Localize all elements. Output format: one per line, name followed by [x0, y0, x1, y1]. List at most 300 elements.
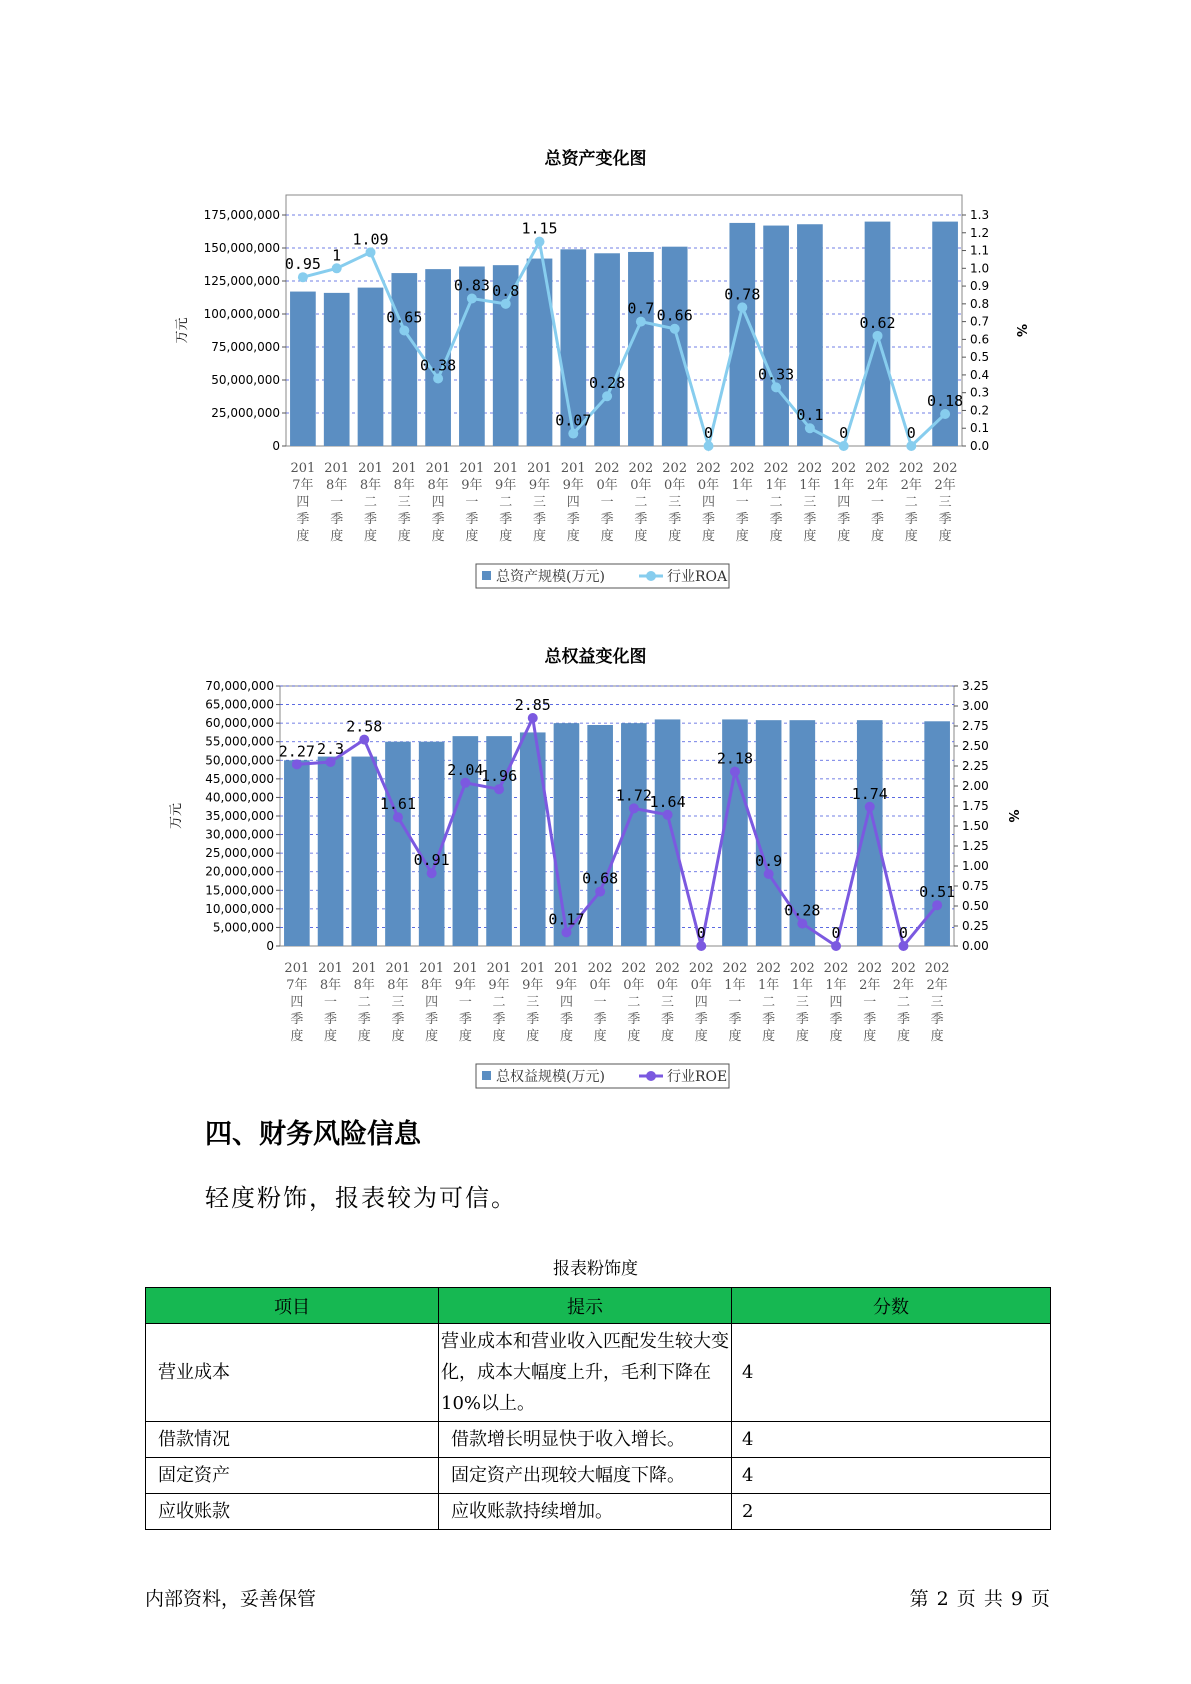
x-tick-label: 度	[870, 529, 885, 544]
x-tick-label: 度	[904, 529, 918, 544]
x-tick-label: 度	[863, 1029, 877, 1044]
line-point	[670, 324, 680, 334]
x-tick-label: 9年	[555, 978, 578, 993]
y-axis-label: 万元	[169, 802, 184, 830]
bar	[756, 720, 782, 946]
table-caption: 报表粉饰度	[553, 1259, 638, 1279]
x-tick-label: 季	[829, 1012, 843, 1027]
x-tick-label: 8年	[326, 478, 348, 493]
x-tick-label: 度	[837, 529, 851, 544]
y-tick-label: 75,000,000	[211, 340, 280, 354]
x-tick-label: 一	[870, 495, 885, 510]
x-tick-label: 季	[357, 1012, 371, 1027]
y2-tick-label: 1.25	[962, 839, 989, 853]
line-point	[501, 299, 511, 309]
x-tick-label: 0年	[656, 978, 679, 993]
line-point	[906, 441, 916, 451]
y-tick-label: 40,000,000	[205, 790, 274, 805]
table-row	[146, 1422, 1051, 1458]
x-tick-label: 季	[566, 512, 580, 527]
x-tick-label: 202	[924, 961, 950, 976]
y2-tick-label: 0.9	[970, 279, 990, 294]
line-point	[704, 441, 714, 451]
y2-tick-label: 0.8	[970, 296, 990, 311]
x-tick-label: 2年	[926, 978, 948, 993]
y2-tick-label: 0.7	[970, 314, 990, 329]
line-point	[771, 382, 781, 392]
x-tick-label: 8年	[353, 978, 375, 993]
x-tick-label: 2年	[892, 978, 915, 993]
x-tick-label: 202	[729, 461, 755, 476]
x-tick-label: 季	[728, 1012, 742, 1027]
line-point	[737, 302, 747, 312]
x-tick-label: 1年	[724, 978, 746, 993]
x-tick-label: 季	[324, 1012, 338, 1027]
x-tick-label: 季	[431, 512, 445, 527]
line-point	[663, 810, 673, 820]
x-tick-label: 三	[391, 995, 405, 1010]
table-row	[146, 1324, 1051, 1422]
y-tick-label: 50,000,000	[211, 373, 280, 387]
legend-line-marker	[646, 571, 656, 581]
table-header-row	[146, 1288, 1051, 1324]
x-tick-label: 三	[668, 495, 682, 510]
line-point	[366, 247, 376, 257]
data-label: 2.58	[346, 717, 383, 736]
data-label: 0	[839, 424, 849, 442]
bar	[385, 742, 411, 946]
y2-tick-label: 0.50	[962, 899, 989, 913]
row-hint: 固定资产出现较大幅度下降。	[439, 1458, 732, 1494]
line-point	[873, 331, 883, 341]
x-tick-label: 8年	[387, 978, 409, 993]
x-tick-label: 度	[458, 1029, 472, 1044]
x-tick-label: 202	[831, 461, 857, 476]
x-tick-label: 8年	[421, 978, 443, 993]
line-point	[636, 317, 646, 327]
row-score: 4	[732, 1422, 1051, 1458]
y2-tick-label: 1.75	[962, 799, 989, 813]
data-label: 0	[906, 424, 916, 442]
y-tick-label: 50,000,000	[205, 753, 274, 768]
x-tick-label: 度	[829, 1029, 843, 1044]
line-point	[460, 778, 470, 788]
line-point	[839, 441, 849, 451]
data-label: 0.83	[453, 276, 490, 295]
y2-tick-label: 0.00	[962, 939, 989, 953]
y2-tick-label: 2.00	[962, 779, 989, 793]
x-tick-label: 三	[795, 995, 809, 1010]
x-tick-label: 201	[459, 461, 485, 476]
data-label: 0.65	[386, 308, 423, 327]
x-tick-label: 三	[526, 995, 540, 1010]
x-tick-label: 四	[425, 995, 439, 1010]
y2-tick-label: 2.25	[962, 759, 989, 773]
x-tick-label: 7年	[286, 978, 308, 993]
x-tick-label: 2年	[859, 978, 881, 993]
x-tick-label: 一	[330, 495, 344, 510]
data-label: 0.33	[758, 365, 795, 384]
x-tick-label: 季	[701, 512, 716, 527]
line-point	[805, 423, 815, 433]
data-label: 1.61	[379, 795, 417, 814]
y-tick-label: 65,000,000	[205, 697, 274, 712]
x-tick-label: 9年	[461, 478, 483, 493]
data-label: 0.91	[413, 851, 450, 870]
data-label: 1	[332, 246, 342, 265]
risk-table	[145, 1287, 1051, 1530]
x-tick-label: 8年	[393, 478, 415, 493]
x-tick-label: 四	[701, 495, 716, 510]
x-tick-label: 201	[324, 461, 350, 476]
x-tick-label: 四	[694, 995, 708, 1010]
x-tick-label: 季	[492, 1012, 506, 1027]
x-tick-label: 度	[593, 1029, 607, 1044]
x-tick-label: 9年	[488, 978, 510, 993]
x-tick-label: 度	[627, 1029, 641, 1044]
x-tick-label: 度	[526, 1029, 540, 1044]
x-tick-label: 9年	[454, 978, 476, 993]
x-tick-label: 二	[904, 495, 918, 510]
total-assets-chart	[0, 150, 1191, 610]
x-tick-label: 度	[762, 1029, 776, 1044]
y2-tick-label: 0.2	[970, 403, 990, 418]
y-tick-label: 125,000,000	[203, 274, 280, 288]
x-tick-label: 202	[932, 461, 958, 476]
x-tick-label: 度	[701, 529, 716, 544]
x-tick-label: 1年	[799, 478, 821, 493]
x-tick-label: 度	[425, 1029, 439, 1044]
x-tick-label: 1年	[731, 478, 753, 493]
line-point	[292, 759, 302, 769]
bar	[290, 292, 316, 446]
line-point	[831, 941, 841, 951]
x-tick-label: 度	[499, 529, 513, 544]
y2-tick-label: 1.0	[970, 261, 990, 276]
x-tick-label: 201	[419, 961, 445, 976]
x-tick-label: 度	[492, 1029, 506, 1044]
x-tick-label: 季	[593, 1012, 607, 1027]
line-point	[595, 887, 605, 897]
section-heading: 四、财务风险信息	[205, 1119, 421, 1150]
x-tick-label: 季	[296, 512, 310, 527]
y-tick-label: 150,000,000	[203, 241, 280, 255]
x-tick-label: 202	[797, 461, 823, 476]
x-tick-label: 1年	[758, 978, 780, 993]
x-tick-label: 季	[600, 512, 614, 527]
x-tick-label: 季	[863, 1012, 877, 1027]
x-tick-label: 202	[696, 461, 721, 476]
x-tick-label: 201	[358, 461, 383, 476]
row-item: 营业成本	[146, 1324, 439, 1422]
y2-tick-label: 0.1	[970, 421, 990, 436]
x-tick-label: 1年	[833, 478, 855, 493]
x-tick-label: 季	[499, 512, 513, 527]
y2-tick-label: 1.1	[970, 243, 990, 258]
line-point	[865, 802, 875, 812]
x-tick-label: 202	[587, 961, 613, 976]
x-tick-label: 0年	[697, 478, 720, 493]
x-tick-label: 202	[823, 961, 849, 976]
bar	[594, 253, 620, 446]
data-label: 0.62	[859, 313, 896, 332]
x-tick-label: 度	[559, 1029, 573, 1044]
x-tick-label: 度	[694, 1029, 708, 1044]
line-point	[898, 941, 908, 951]
y2-tick-label: 2.75	[962, 719, 989, 733]
x-tick-label: 季	[661, 1012, 675, 1027]
legend-line-label: 行业ROA	[667, 569, 728, 585]
x-tick-label: 201	[425, 461, 451, 476]
y-tick-label: 10,000,000	[205, 901, 274, 916]
total-equity-chart	[0, 648, 1191, 1108]
x-tick-label: 8年	[359, 478, 382, 493]
x-tick-label: 0年	[589, 978, 611, 993]
row-item: 固定资产	[146, 1458, 439, 1494]
line-point	[393, 812, 403, 822]
y2-tick-label: 1.3	[970, 208, 990, 222]
x-tick-label: 度	[795, 1029, 809, 1044]
data-label: 2.04	[447, 760, 484, 779]
data-label: 0	[898, 924, 908, 942]
data-label: 0.17	[548, 910, 585, 929]
y-axis-label: 万元	[175, 317, 190, 344]
bar	[419, 742, 445, 946]
y2-tick-label: 0.4	[970, 367, 990, 382]
data-label: 0.07	[555, 411, 592, 430]
x-tick-label: 9年	[528, 478, 551, 493]
x-tick-label: 1年	[825, 978, 847, 993]
y-tick-label: 100,000,000	[203, 307, 280, 321]
x-tick-label: 度	[465, 529, 479, 544]
x-tick-label: 季	[668, 512, 682, 527]
x-tick-label: 7年	[292, 478, 314, 493]
data-label: 0	[831, 924, 841, 942]
data-label: 0.68	[582, 869, 619, 888]
x-tick-label: 季	[930, 1012, 944, 1027]
x-tick-label: 季	[363, 512, 378, 527]
x-tick-label: 度	[532, 529, 547, 544]
x-tick-label: 202	[594, 461, 620, 476]
x-tick-label: 二	[634, 495, 648, 510]
data-label: 2.3	[317, 740, 345, 758]
y2-tick-label: 1.2	[970, 225, 990, 240]
x-tick-label: 度	[431, 529, 445, 544]
y2-axis-label: %	[1005, 809, 1020, 823]
x-tick-label: 0年	[596, 478, 618, 493]
chart2-title: 总权益变化图	[544, 647, 647, 667]
line-point	[494, 784, 504, 794]
data-label: 0.8	[492, 281, 520, 300]
x-tick-label: 一	[863, 995, 877, 1010]
x-tick-label: 1年	[791, 978, 813, 993]
x-tick-label: 二	[896, 995, 910, 1010]
bar	[351, 757, 377, 946]
x-tick-label: 202	[662, 461, 688, 476]
row-score: 4	[732, 1458, 1051, 1494]
data-label: 2.85	[514, 696, 551, 714]
x-tick-label: 202	[628, 461, 654, 476]
x-tick-label: 度	[600, 529, 614, 544]
bar	[655, 719, 681, 946]
x-tick-label: 季	[330, 512, 344, 527]
data-label: 1.15	[521, 219, 558, 238]
x-tick-label: 201	[560, 461, 586, 476]
line-point	[602, 391, 612, 401]
x-tick-label: 三	[397, 495, 411, 510]
x-tick-label: 202	[763, 461, 789, 476]
line-point	[326, 757, 336, 767]
y2-tick-label: 0.6	[970, 332, 990, 347]
x-tick-label: 季	[627, 1012, 641, 1027]
x-tick-label: 一	[593, 995, 607, 1010]
bar	[763, 226, 789, 446]
y-tick-label: 25,000,000	[211, 406, 280, 420]
x-tick-label: 201	[452, 961, 478, 976]
x-tick-label: 一	[728, 995, 742, 1010]
data-label: 1.72	[615, 786, 652, 805]
x-tick-label: 度	[363, 529, 378, 544]
x-tick-label: 四	[296, 495, 310, 510]
bar	[358, 288, 384, 446]
line-point	[561, 927, 571, 937]
x-tick-label: 202	[756, 961, 782, 976]
x-tick-label: 二	[627, 995, 641, 1010]
line-point	[940, 409, 950, 419]
row-hint: 应收账款持续增加。	[439, 1494, 732, 1530]
line-point	[932, 900, 942, 910]
x-tick-label: 一	[324, 995, 338, 1010]
legend-bar-label: 总权益规模(万元)	[496, 1069, 605, 1085]
x-tick-label: 四	[829, 995, 843, 1010]
data-label: 0.28	[784, 901, 821, 920]
y2-tick-label: 0.3	[970, 385, 990, 400]
line-point	[797, 919, 807, 929]
y2-tick-label: 3.25	[962, 679, 989, 693]
x-tick-label: 度	[290, 1029, 304, 1044]
header-item: 项目	[146, 1288, 439, 1324]
x-tick-label: 一	[465, 495, 479, 510]
header-score: 分数	[732, 1288, 1051, 1324]
x-tick-label: 201	[391, 461, 417, 476]
y-tick-label: 20,000,000	[205, 864, 274, 879]
y2-tick-label: 3.00	[962, 699, 989, 713]
row-score: 4	[732, 1324, 1051, 1422]
x-tick-label: 201	[493, 461, 519, 476]
y-tick-label: 45,000,000	[205, 771, 274, 786]
data-label: 0.7	[627, 299, 655, 318]
x-tick-label: 度	[391, 1029, 405, 1044]
x-tick-label: 度	[938, 529, 952, 544]
x-tick-label: 度	[930, 1029, 944, 1044]
footer-confidential: 内部资料，妥善保管	[145, 1588, 317, 1610]
data-label: 0.51	[919, 883, 956, 902]
x-tick-label: 201	[520, 961, 546, 976]
data-label: 0.95	[284, 255, 321, 274]
x-tick-label: 四	[837, 495, 851, 510]
x-tick-label: 季	[559, 1012, 573, 1027]
x-tick-label: 季	[290, 1012, 304, 1027]
x-tick-label: 1年	[765, 478, 787, 493]
data-label: 0.28	[589, 374, 626, 393]
y2-tick-label: 0.5	[970, 350, 990, 365]
y-tick-label: 5,000,000	[212, 920, 274, 935]
x-tick-label: 季	[870, 512, 885, 527]
y-tick-label: 55,000,000	[205, 734, 274, 749]
x-tick-label: 季	[458, 1012, 472, 1027]
x-tick-label: 季	[694, 1012, 708, 1027]
bar	[284, 760, 310, 946]
x-tick-label: 季	[795, 1012, 809, 1027]
x-tick-label: 季	[634, 512, 648, 527]
data-label: 1.64	[649, 792, 686, 811]
x-tick-label: 季	[526, 1012, 540, 1027]
data-label: 0.18	[927, 392, 964, 411]
data-label: 2.18	[716, 749, 754, 768]
x-tick-label: 9年	[522, 978, 544, 993]
x-tick-label: 2年	[866, 478, 889, 493]
y2-tick-label: 0.75	[962, 879, 989, 893]
x-tick-label: 度	[896, 1029, 910, 1044]
x-tick-label: 201	[554, 961, 579, 976]
x-tick-label: 三	[532, 495, 547, 510]
data-label: 0	[696, 924, 706, 942]
data-label: 1.96	[480, 767, 518, 786]
row-score: 2	[732, 1494, 1051, 1530]
line-point	[629, 803, 639, 813]
row-hint: 营业成本和营业收入匹配发生较大变化，成本大幅度上升，毛利下降在10%以上。	[439, 1324, 732, 1422]
line-point	[528, 713, 538, 723]
legend-bar-label: 总资产规模(万元)	[496, 569, 605, 585]
x-tick-label: 度	[357, 1029, 371, 1044]
data-label: 2.27	[278, 742, 315, 761]
x-tick-label: 8年	[319, 978, 342, 993]
bar	[520, 732, 546, 946]
risk-conclusion: 轻度粉饰，报表较为可信。	[205, 1184, 517, 1212]
x-tick-label: 二	[492, 995, 506, 1010]
x-tick-label: 度	[803, 529, 817, 544]
y-tick-label: 15,000,000	[205, 883, 274, 898]
data-label: 0.9	[755, 852, 783, 870]
x-tick-label: 四	[290, 995, 304, 1010]
line-point	[359, 735, 369, 745]
x-tick-label: 一	[458, 995, 472, 1010]
data-label: 0.1	[796, 406, 824, 425]
x-tick-label: 202	[688, 961, 714, 976]
x-tick-label: 季	[391, 1012, 405, 1027]
x-tick-label: 二	[499, 495, 513, 510]
y-tick-label: 175,000,000	[203, 208, 280, 222]
bar	[318, 757, 344, 946]
x-tick-label: 四	[566, 495, 580, 510]
x-tick-label: 0年	[664, 478, 686, 493]
bar	[587, 725, 613, 946]
line-point	[467, 294, 477, 304]
x-tick-label: 202	[898, 461, 924, 476]
bar	[729, 223, 755, 446]
row-hint: 借款增长明显快于收入增长。	[439, 1422, 732, 1458]
x-tick-label: 季	[532, 512, 547, 527]
x-tick-label: 度	[330, 529, 344, 544]
bar	[628, 252, 654, 446]
x-tick-label: 201	[290, 461, 316, 476]
header-hint: 提示	[439, 1288, 732, 1324]
x-tick-label: 202	[789, 961, 815, 976]
x-tick-label: 季	[465, 512, 479, 527]
x-tick-label: 季	[762, 1012, 776, 1027]
bar	[324, 293, 350, 446]
bar	[391, 273, 417, 446]
